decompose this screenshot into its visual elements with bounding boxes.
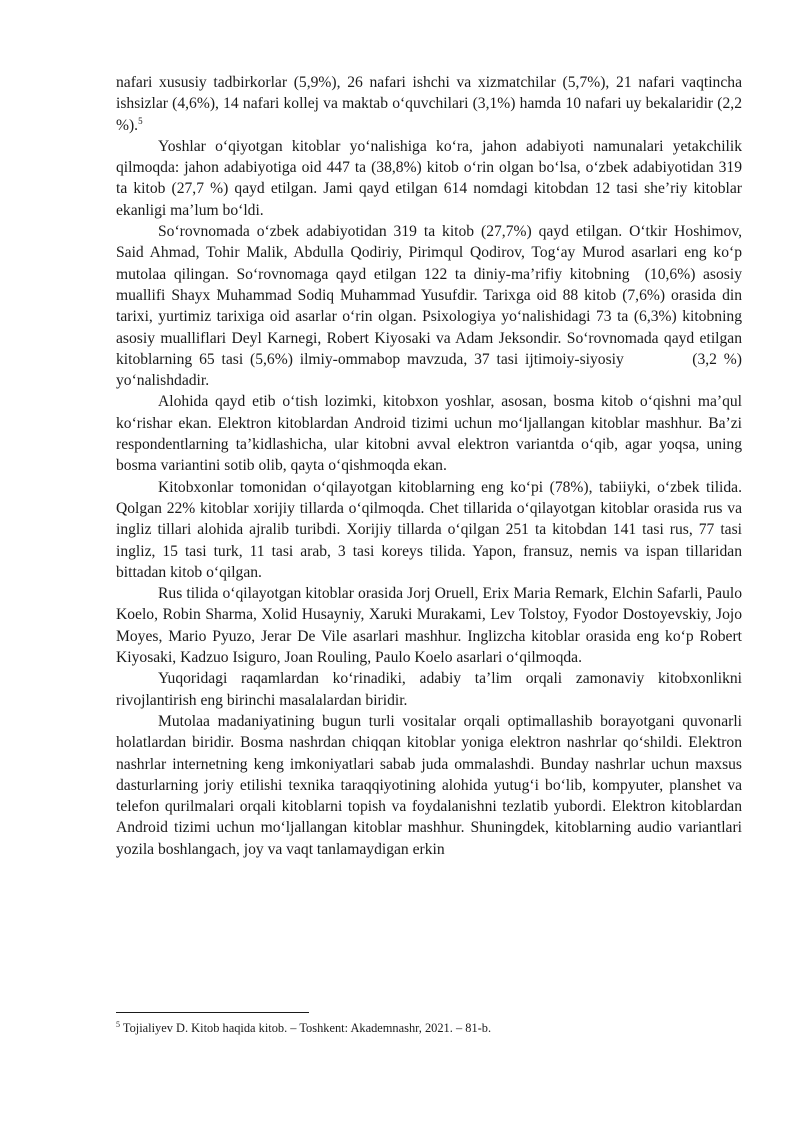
body-text	[116, 72, 746, 860]
footnote-number: 5	[116, 1019, 120, 1029]
paragraph: Rus tilida oʻqilayotgan kitoblar orasida Jorj Oruell, Erix Maria Remark, Elchin Safarli, Paulo Koelo, Robin Sharma, Xolid Husayniy, Xaruki Murakami, Lev Tolstoy, Fyodor Dostoyevskiy, Jojo Moyes, Mario Pyuzo, Jerar De Vile asarlari mashhur. Inglizcha kitoblar orasida eng koʻp Robert Kiyosaki, Kadzuo Isiguro, Joan Rouling, Paulo Koelo asarlari oʻqilmoqda.	[116, 585, 742, 667]
paragraph: Yuqoridagi raqamlardan koʻrinadiki, adabiy taʼlim orqali zamonaviy kitobxonlikni rivojlantirish eng birinchi masalalardan biridir.	[116, 670, 742, 709]
footnote-text: Tojialiyev D. Kitob haqida kitob. – Toshkent: Akademnashr, 2021. – 81-b.	[122, 1021, 492, 1035]
paragraph-continued	[116, 72, 742, 136]
paragraph: Kitobxonlar tomonidan oʻqilayotgan kitoblarning eng koʻpi (78%), tabiiyki, oʻzbek tilida. Qolgan 22% kitoblar xorijiy tillarda oʻqilmoqda. Chet tillarida oʻqilayotgan kitoblar orasida rus va ingliz tillari alohida ajralib turibdi. Xorijiy tillarda oʻqilgan 251 ta kitobdan 141 tasi rus, 77 tasi ingliz, 15 tasi turk, 11 tasi arab, 3 tasi koreys tilida. Yapon, fransuz, nemis va ispan tillaridan bittadan kitob oʻqilgan.	[116, 478, 742, 581]
paragraph: Yoshlar oʻqiyotgan kitoblar yoʻnalishiga koʻra, jahon adabiyoti namunalari yetakchilik qilmoqda: jahon adabiyotiga oid 447 ta (38,8%) kitob oʻrin olgan boʻlsa, oʻzbek adabiyotidan 319 ta kitob (27,7 %) qayd etilgan. Jami qayd etilgan 614 nomdagi kitobdan 12 tasi sheʼriy kitoblar ekanligi maʼlum boʻldi.	[116, 137, 742, 219]
footnote-ref[interactable]: 5	[138, 115, 143, 126]
paragraph: Alohida qayd etib oʻtish lozimki, kitobxon yoshlar, asosan, bosma kitob oʻqishni maʼqul koʻrishar ekan. Elektron kitoblardan Android tizimi uchun moʻljallangan kitoblar mashhur. Baʼzi respondentlarning taʼkidlashicha, ular kitobni avval elektron variantda oʻqib, agar yoqsa, uning bosma variantini sotib olib, qayta oʻqishmoqda ekan.	[116, 393, 742, 475]
footnote-separator	[116, 1012, 309, 1013]
footnote	[116, 1020, 742, 1036]
paragraph-text: nafari xususiy tadbirkorlar (5,9%), 26 nafari ishchi va xizmatchilar (5,7%), 21 nafari vaqtincha ishsizlar (4,6%), 14 nafari kollej va maktab oʻquvchilari (3,1%) hamda 10 nafari uy bekalaridir (2,2 %).	[116, 74, 742, 134]
paragraph: Mutolaa madaniyatining bugun turli vositalar orqali optimallashib borayotgani quvonarli holatlardan biridir. Bosma nashrdan chiqqan kitoblar yoniga elektron nashrlar qoʻshildi. Elektron nashrlar internetning keng imkoniyatlari sabab juda ommalashdi. Bunday nashrlar uchun maxsus dasturlarning joriy etilishi texnika taraqqiyotining alohida yutugʻi boʻlib, kompyuter, planshet va telefon qurilmalari orqali kitoblarni topish va foydalanishni tezlatib yubordi. Elektron kitoblardan Android tizimi uchun moʻljallangan kitoblar mashhur. Shuningdek, kitoblarning audio variantlari yozila boshlangach, joy va vaqt tanlamaydigan erkin	[116, 712, 742, 858]
paragraph: Soʻrovnomada oʻzbek adabiyotidan 319 ta kitob (27,7%) qayd etilgan. Oʻtkir Hoshimov, Said Ahmad, Tohir Malik, Abdulla Qodiriy, Pirimqul Qodirov, Togʻay Murod asarlari eng koʻp mutolaa qilingan. Soʻrovnomaga qayd etilgan 122 ta diniy-maʼrifiy kitobning (10,6%) asosiy muallifi Shayx Muhammad Sodiq Muhammad Yusufdir. Tarixga oid 88 kitob (7,6%) orasida din tarixi, yurtimiz tarixiga oid asarlar oʻrin olgan. Psixologiya yoʻnalishidagi 73 ta (6,3%) kitobning asosiy mualliflari Deyl Karnegi, Robert Kiyosaki va Adam Jeksondir. Soʻrovnomada qayd etilgan kitoblarning 65 tasi (5,6%) ilmiy-ommabop mavzuda, 37 tasi ijtimoiy-siyosiy (3,2 %) yoʻnalishdadir.	[116, 223, 746, 390]
